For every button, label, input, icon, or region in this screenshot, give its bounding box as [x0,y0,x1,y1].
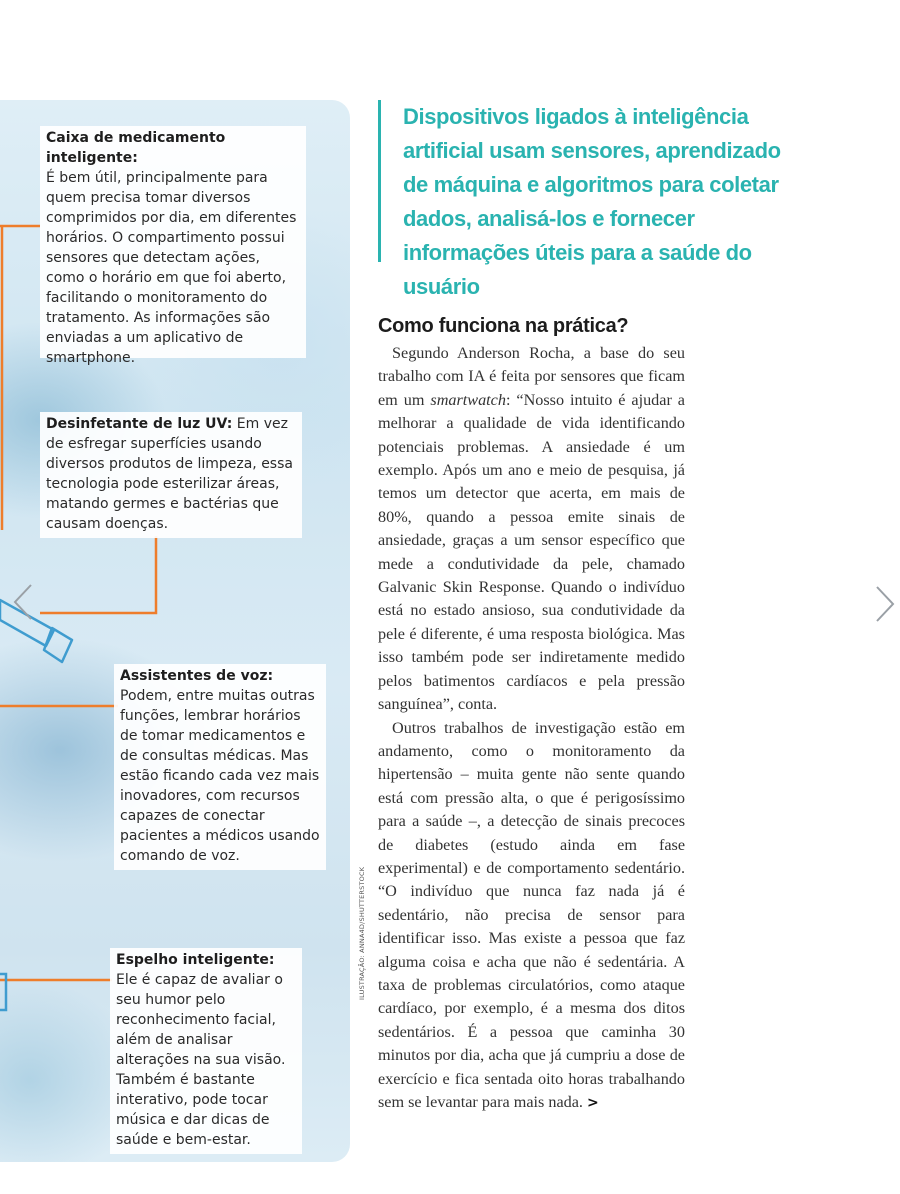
paragraph-1-start: Segundo Anderson Rocha, a base do seu trabalho com IA é feita por sensores que ficam em um [378,344,685,409]
paragraph-1-emphasis: smartwatch [430,390,506,409]
callout-mirror-title: Espelho inteligente: [116,952,275,968]
pull-quote: Dispositivos ligados à inteligência artificial usam sensores, aprendizado de máquina e algoritmos para coletar dados, analisá-los e fornecer informações úteis para a saúde do usuário [378,100,798,262]
callout-pillbox-title: Caixa de medicamento inteligente: [46,130,226,166]
paragraph-1-end: : “Nosso intuito é ajudar a melhorar a qualidade de vida identificando potenciais problemas. A ansiedade é um exemplo. Após um ano e meio de pesquisa, já temos um detector que acerta, em mais de 80%, quando a pessoa emite sinais de ansiedade, graças a um sensor específico que mede a condutividade da pele, chamado Galvanic Skin Response. Quando o indivíduo está no estado ansioso, sua condutividade da pele é diferente, é uma resposta biológica. Mas isso também pode ser indiretamente medido pelos batimentos cardíacos e pela pressão sanguínea”, conta. [378,390,685,714]
callout-mirror [110,948,302,1154]
callout-uv [40,412,302,538]
callout-uv-title: Desinfetante de luz UV: [46,416,233,432]
callout-voice [114,664,326,870]
article-body [378,342,685,1115]
callout-mirror-text: Ele é capaz de avaliar o seu humor pelo reconhecimento facial, além de analisar alterações na sua visão. Também é bastante interativo, pode tocar música e dar dicas de saúde e bem-estar. [116,972,286,1148]
next-page-button[interactable] [870,582,900,626]
callout-pillbox-text: É bem útil, principalmente para quem precisa tomar diversos comprimidos por dia, em diferentes horários. O compartimento possui sensores que detectam ações, como o horário em que foi aberto, facilitando o monitoramento do tratamento. As informações são enviadas a um aplicativo de smartphone. [46,170,297,366]
callout-voice-title: Assistentes de voz: [120,668,274,684]
callout-pillbox [40,126,306,366]
paragraph-2-text: Outros trabalhos de investigação estão em andamento, como o monitoramento da hipertensão – muita gente não sente quando está com pressão alta, o que é perigosíssimo para a saúde –, a detecção de sinais precoces de diabetes (estudo ainda em fase experimental) e de comportamento sedentário. “O indivíduo que nunca faz nada já é sedentário, não precisa de sensor para identificar isso. Mas existe a pessoa que faz alguma coisa e acha que não é sedentária. A taxa de problemas circulatórios, como ataque cardíaco, por exemplo, é a mesma dos ditos sedentários. É a pessoa que caminha 30 minutos por dia, acha que já cumpriu a dose de exercício e fica sentada oito horas trabalhando sem se levantar para mais nada. [378,718,685,1111]
prev-page-button[interactable] [8,580,38,624]
illustration-panel [0,100,350,1162]
connector-uv [40,536,156,613]
section-title: Como funciona na prática? [378,315,629,337]
paragraph-2 [378,717,685,1116]
chevron-right-icon [874,585,896,623]
chevron-left-icon [12,583,34,621]
illustration-credit: ILUSTRAÇÃO: ANNA4D/SHUTTERSTOCK [358,866,366,1000]
callout-voice-text: Podem, entre muitas outras funções, lembrar horários de tomar medicamentos e de consultas médicas. Mas estão ficando cada vez mais inovadores, com recursos capazes de conectar pacientes a médicos usando comando de voz. [120,688,320,864]
continue-arrow-icon: > [587,1095,599,1111]
callout-uv-text: Em vez de esfregar superfícies usando diversos produtos de limpeza, essa tecnologia pode esterilizar áreas, matando germes e bactérias que causam doenças. [46,416,293,532]
paragraph-1 [378,342,685,717]
